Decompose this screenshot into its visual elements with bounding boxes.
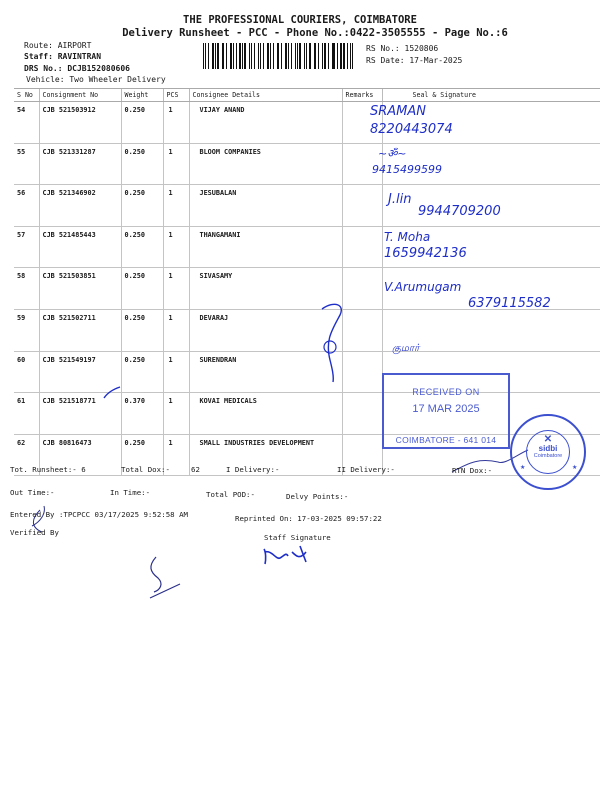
barcode-bar	[278, 43, 279, 69]
barcode-bar	[208, 43, 209, 69]
cell-sno: 55	[14, 143, 39, 185]
reprinted-on: Reprinted On: 17-03-2025 09:57:22	[235, 514, 382, 523]
barcode-bar	[318, 43, 319, 69]
cell-remarks	[342, 226, 382, 268]
barcode-bar	[233, 43, 234, 69]
cell-weight: 0.250	[121, 268, 163, 310]
barcode-bar	[251, 43, 252, 69]
barcode-bar	[212, 43, 214, 69]
in-time: In Time:-	[110, 488, 151, 497]
seal-star-icon: ★	[520, 465, 526, 471]
table-header-row	[14, 89, 600, 102]
handwritten-phone-58: 6379115582	[468, 296, 551, 311]
cell-pcs: 1	[163, 102, 189, 144]
cell-consignment: CJB 521549197	[39, 351, 121, 393]
table-row	[14, 102, 600, 144]
cell-pcs: 1	[163, 185, 189, 227]
cell-pcs: 1	[163, 393, 189, 435]
barcode-bar	[332, 43, 333, 69]
barcode-bar	[244, 43, 246, 69]
barcode-bar	[236, 43, 237, 69]
cell-remarks	[342, 309, 382, 351]
rs-number: RS No.: 1520806	[366, 44, 439, 53]
runsheet-subtitle: Delivery Runsheet - PCC - Phone No.:0422-3505555 - Page No.:6	[122, 27, 508, 39]
col-seal-signature: Seal & Signature	[382, 89, 600, 102]
barcode-bar	[223, 43, 224, 69]
cell-sno: 57	[14, 226, 39, 268]
cell-consignee: THANGAMANI	[189, 226, 342, 268]
ink-verified-signature	[150, 557, 180, 598]
cell-sno: 56	[14, 185, 39, 227]
handwritten-phone-54: 8220443074	[370, 122, 453, 137]
barcode-bar	[242, 43, 243, 69]
barcode-bar	[350, 43, 351, 69]
rtn-dox: RTN Dox:-	[452, 466, 493, 475]
barcode-bar	[306, 43, 307, 69]
barcode-bar	[352, 43, 353, 69]
cell-sno: 61	[14, 393, 39, 435]
handwritten-phone-57: 1659942136	[384, 246, 467, 261]
table-row	[14, 351, 600, 393]
cell-consignment: CJB 521502711	[39, 309, 121, 351]
cell-consignment: CJB 521503851	[39, 268, 121, 310]
barcode-bar	[324, 43, 326, 69]
barcode-bar	[226, 43, 227, 69]
barcode-bar	[304, 43, 305, 69]
cell-consignee: SMALL INDUSTRIES DEVELOPMENT	[189, 434, 342, 476]
cell-consignee: JESUBALAN	[189, 185, 342, 227]
handwritten-name-60: குமார்	[392, 343, 420, 354]
cell-consignment: CJB 521331287	[39, 143, 121, 185]
cell-sno: 60	[14, 351, 39, 393]
barcode-bar	[288, 43, 289, 69]
cell-remarks	[342, 393, 382, 435]
staff-signature-ink	[264, 546, 306, 564]
barcode-bar	[249, 43, 250, 69]
seal-logo-icon: ✕	[543, 434, 553, 445]
cell-sno: 54	[14, 102, 39, 144]
barcode-bar	[295, 43, 296, 69]
barcode-bar	[203, 43, 204, 69]
verified-by: Verified By	[10, 528, 59, 537]
cell-weight: 0.250	[121, 102, 163, 144]
stamp-received-city: COIMBATORE - 641 014	[395, 435, 497, 445]
col-remarks: Remarks	[342, 89, 382, 102]
cell-consignee: BLOOM COMPANIES	[189, 143, 342, 185]
table-row	[14, 143, 600, 185]
cell-consignment: CJB 521503912	[39, 102, 121, 144]
table-row	[14, 393, 600, 435]
cell-consignee: SURENDRAN	[189, 351, 342, 393]
barcode-bar	[309, 43, 310, 69]
sidbi-seal	[510, 414, 586, 490]
table-row	[14, 185, 600, 227]
col-pcs: PCS	[163, 89, 189, 102]
cell-consignee: VIJAY ANAND	[189, 102, 342, 144]
barcode-bar	[337, 43, 338, 69]
tot-runsheet: Tot. Runsheet:- 6	[10, 465, 86, 474]
col-consignment: Consignment No	[39, 89, 121, 102]
barcode-bar	[297, 43, 298, 69]
cell-weight: 0.250	[121, 185, 163, 227]
cell-consignment: CJB 521346902	[39, 185, 121, 227]
barcode-bar	[299, 43, 301, 69]
vehicle-label: Vehicle: Two Wheeler Delivery	[26, 75, 166, 84]
barcode-bar	[215, 43, 216, 69]
handwritten-name-58: V.Arumugam	[384, 280, 462, 294]
cell-consignee: DEVARAJ	[189, 309, 342, 351]
barcode-bar	[343, 43, 345, 69]
barcode-bar	[281, 43, 282, 69]
barcode-bar	[270, 43, 271, 69]
staff-signature-label: Staff Signature	[264, 533, 331, 542]
barcode-bar	[277, 43, 278, 69]
barcode-bar	[260, 43, 261, 69]
barcode-bar	[222, 43, 223, 69]
barcode	[203, 43, 355, 69]
staff-label: Staff: RAVINTRAN	[24, 52, 102, 61]
stamp-received-date: 17 MAR 2025	[412, 403, 480, 415]
received-stamp	[382, 373, 510, 449]
drs-number: DRS No.: DCJB152080606	[24, 64, 130, 73]
handwritten-name-54: SRAMAN	[370, 104, 427, 119]
cell-weight: 0.370	[121, 393, 163, 435]
cell-weight: 0.250	[121, 351, 163, 393]
seal-star-icon: ★	[572, 465, 578, 471]
seal-brand: sidbi	[538, 444, 558, 453]
barcode-bar	[314, 43, 315, 69]
seal-city: Coimbatore	[533, 453, 563, 459]
handwritten-phone-56: 9944709200	[418, 204, 501, 219]
out-time: Out Time:-	[10, 488, 55, 497]
cell-consignee: KOVAI MEDICALS	[189, 393, 342, 435]
cell-pcs: 1	[163, 143, 189, 185]
cell-pcs: 1	[163, 351, 189, 393]
cell-consignment: CJB 80816473	[39, 434, 121, 476]
table-row	[14, 226, 600, 268]
cell-pcs: 1	[163, 226, 189, 268]
cell-weight: 0.250	[121, 309, 163, 351]
cell-pcs: 1	[163, 309, 189, 351]
cell-sno: 58	[14, 268, 39, 310]
delvy-points: Delvy Points:-	[286, 492, 349, 501]
handwritten-name-57: T. Moha	[384, 230, 431, 244]
company-title: THE PROFESSIONAL COURIERS, COIMBATORE	[183, 14, 417, 26]
barcode-bar	[285, 43, 287, 69]
i-delivery: I Delivery:-	[226, 465, 280, 474]
barcode-bar	[230, 43, 232, 69]
cell-remarks	[342, 351, 382, 393]
table-row	[14, 309, 600, 351]
entered-by: Entered By :TPCPCC 03/17/2025 9:52:58 AM	[10, 510, 188, 519]
runsheet-table	[14, 88, 600, 476]
stamp-received-label: RECEIVED ON	[412, 387, 480, 397]
barcode-bar	[263, 43, 264, 69]
cell-weight: 0.250	[121, 143, 163, 185]
barcode-bar	[205, 43, 206, 69]
cell-sno: 62	[14, 434, 39, 476]
handwritten-name-56: J.lin	[388, 192, 412, 207]
barcode-bar	[347, 43, 348, 69]
cell-weight: 0.250	[121, 434, 163, 476]
seal-inner	[526, 430, 570, 474]
barcode-bar	[322, 43, 323, 69]
total-pod: Total POD:-	[206, 490, 255, 499]
cell-consignee: SIVASAMY	[189, 268, 342, 310]
barcode-bar	[273, 43, 274, 69]
col-weight: Weight	[121, 89, 163, 102]
cell-pcs: 1	[163, 268, 189, 310]
col-consignee: Consignee Details	[189, 89, 342, 102]
rs-date: RS Date: 17-Mar-2025	[366, 56, 463, 65]
cell-weight: 0.250	[121, 226, 163, 268]
barcode-bar	[239, 43, 240, 69]
barcode-bar	[315, 43, 316, 69]
cell-remarks	[342, 268, 382, 310]
handwritten-scribble-55: ~ॐ~	[378, 147, 407, 160]
barcode-bar	[258, 43, 259, 69]
cell-remarks	[342, 185, 382, 227]
barcode-bar	[328, 43, 329, 69]
cell-consignment: CJB 521518771	[39, 393, 121, 435]
route-label: Route: AIRPORT	[24, 41, 92, 50]
barcode-bar	[333, 43, 334, 69]
barcode-bar	[267, 43, 269, 69]
barcode-bar	[340, 43, 341, 69]
total-dox-label: Total Dox:-	[121, 465, 170, 474]
barcode-bar	[217, 43, 218, 69]
barcode-bar	[254, 43, 255, 69]
cell-consignment: CJB 521485443	[39, 226, 121, 268]
handwritten-phone-55: 9415499599	[372, 163, 442, 176]
barcode-bar	[291, 43, 292, 69]
cell-pcs: 1	[163, 434, 189, 476]
ii-delivery: II Delivery:-	[337, 465, 395, 474]
total-dox-value: 62	[191, 465, 200, 474]
cell-sno: 59	[14, 309, 39, 351]
col-sno: S No	[14, 89, 39, 102]
